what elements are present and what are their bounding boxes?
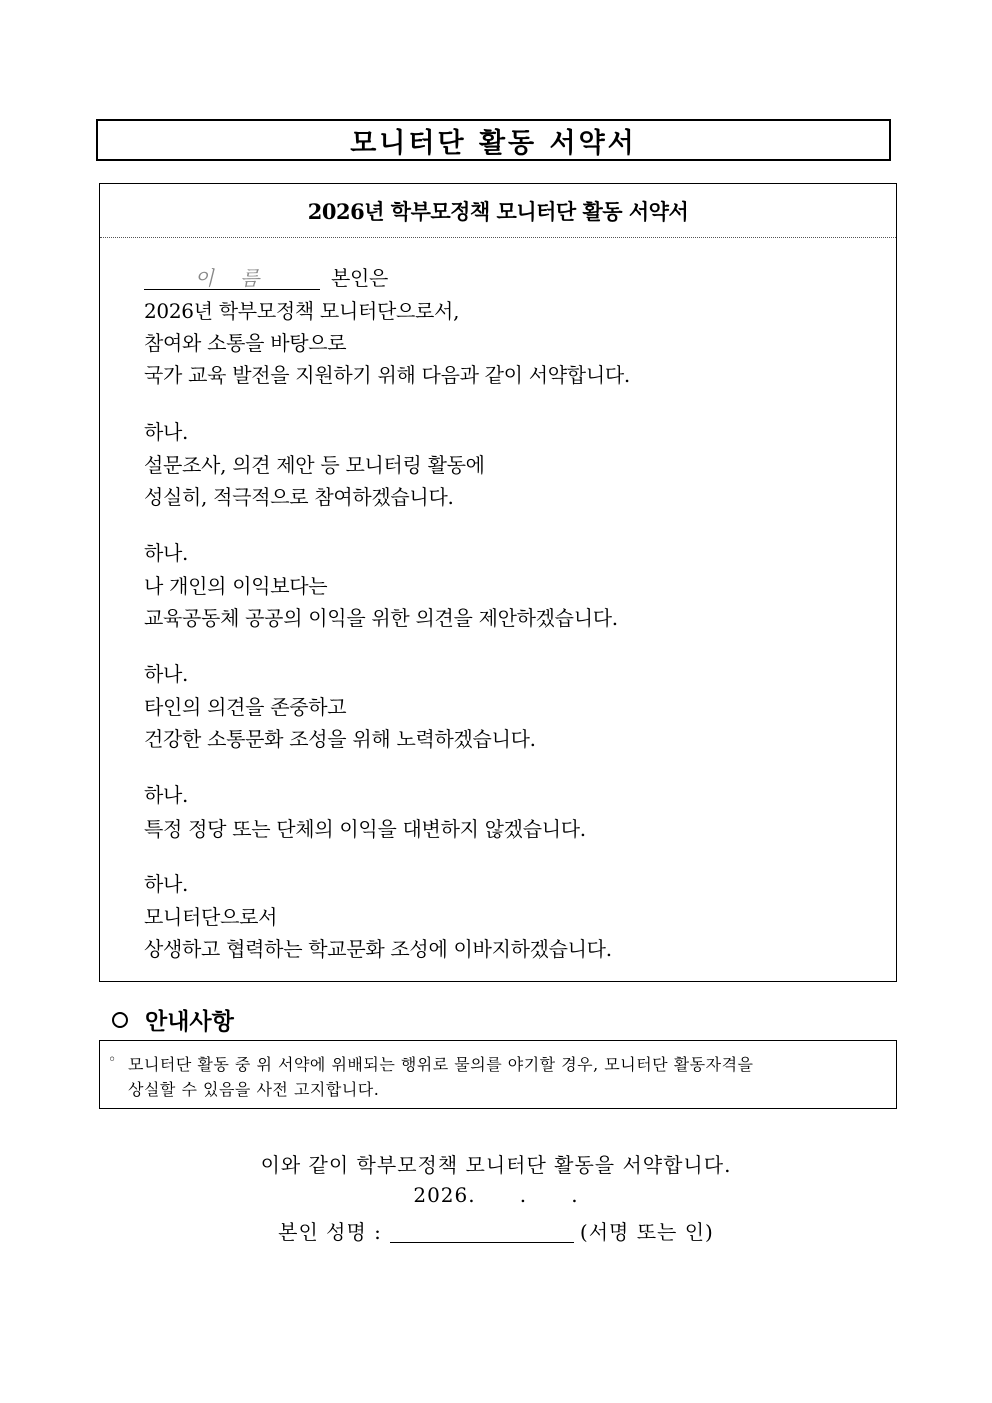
signature-row <box>0 1216 992 1245</box>
notice-bullet-icon: ◦ <box>108 1052 117 1068</box>
pledge-4-label: 하나. <box>144 783 189 807</box>
pledge-3-line-1: 타인의 의견을 존중하고 <box>144 695 347 719</box>
notice-line-2: 상실할 수 있음을 사전 고지합니다. <box>128 1080 380 1099</box>
circle-bullet-icon <box>112 1012 128 1028</box>
pledge-1-label: 하나. <box>144 420 189 444</box>
signature-label: 본인 성명 : <box>278 1220 382 1244</box>
pledge-5-line-1: 모니터단으로서 <box>144 905 278 929</box>
pledge-2-label: 하나. <box>144 541 189 565</box>
signature-suffix: (서명 또는 인) <box>579 1220 714 1244</box>
pledge-5-line-2: 상생하고 협력하는 학교문화 조성에 이바지하겠습니다. <box>144 937 612 961</box>
intro-line-1: 2026년 학부모정책 모니터단으로서, <box>144 299 460 323</box>
intro-line-2: 참여와 소통을 바탕으로 <box>144 331 347 355</box>
pledge-2-line-1: 나 개인의 이익보다는 <box>144 574 328 598</box>
notice-heading-text: 안내사항 <box>145 1009 234 1035</box>
signature-field[interactable] <box>390 1218 574 1243</box>
notice-line-1: 모니터단 활동 중 위 서약에 위배되는 행위로 물의를 야기할 경우, 모니터단 활동자격을 <box>128 1055 754 1074</box>
pledge-4-line-1: 특정 정당 또는 단체의 이익을 대변하지 않겠습니다. <box>144 817 586 841</box>
document-title: 모니터단 활동 서약서 <box>96 119 891 161</box>
pledge-3-line-2: 건강한 소통문화 조성을 위해 노력하겠습니다. <box>144 727 536 751</box>
name-suffix: 본인은 <box>331 266 389 290</box>
pledge-1-line-1: 설문조사, 의견 제안 등 모니터링 활동에 <box>144 453 485 477</box>
closing-statement: 이와 같이 학부모정책 모니터단 활동을 서약합니다. <box>260 1153 732 1177</box>
notice-heading <box>109 1003 234 1036</box>
closing-date: 2026. . . <box>413 1183 579 1207</box>
intro-line-3: 국가 교육 발전을 지원하기 위해 다음과 같이 서약합니다. <box>144 363 630 387</box>
pledge-1-line-2: 성실히, 적극적으로 참여하겠습니다. <box>144 485 454 509</box>
oath-header: 2026년 학부모정책 모니터단 활동 서약서 <box>100 184 896 238</box>
pledge-2-line-2: 교육공동체 공공의 이익을 위한 의견을 제안하겠습니다. <box>144 606 618 630</box>
pledge-5-label: 하나. <box>144 872 189 896</box>
notice-box <box>99 1040 897 1109</box>
oath-box <box>99 183 897 982</box>
pledge-3-label: 하나. <box>144 662 189 686</box>
name-field[interactable]: 이 름 <box>144 262 320 290</box>
